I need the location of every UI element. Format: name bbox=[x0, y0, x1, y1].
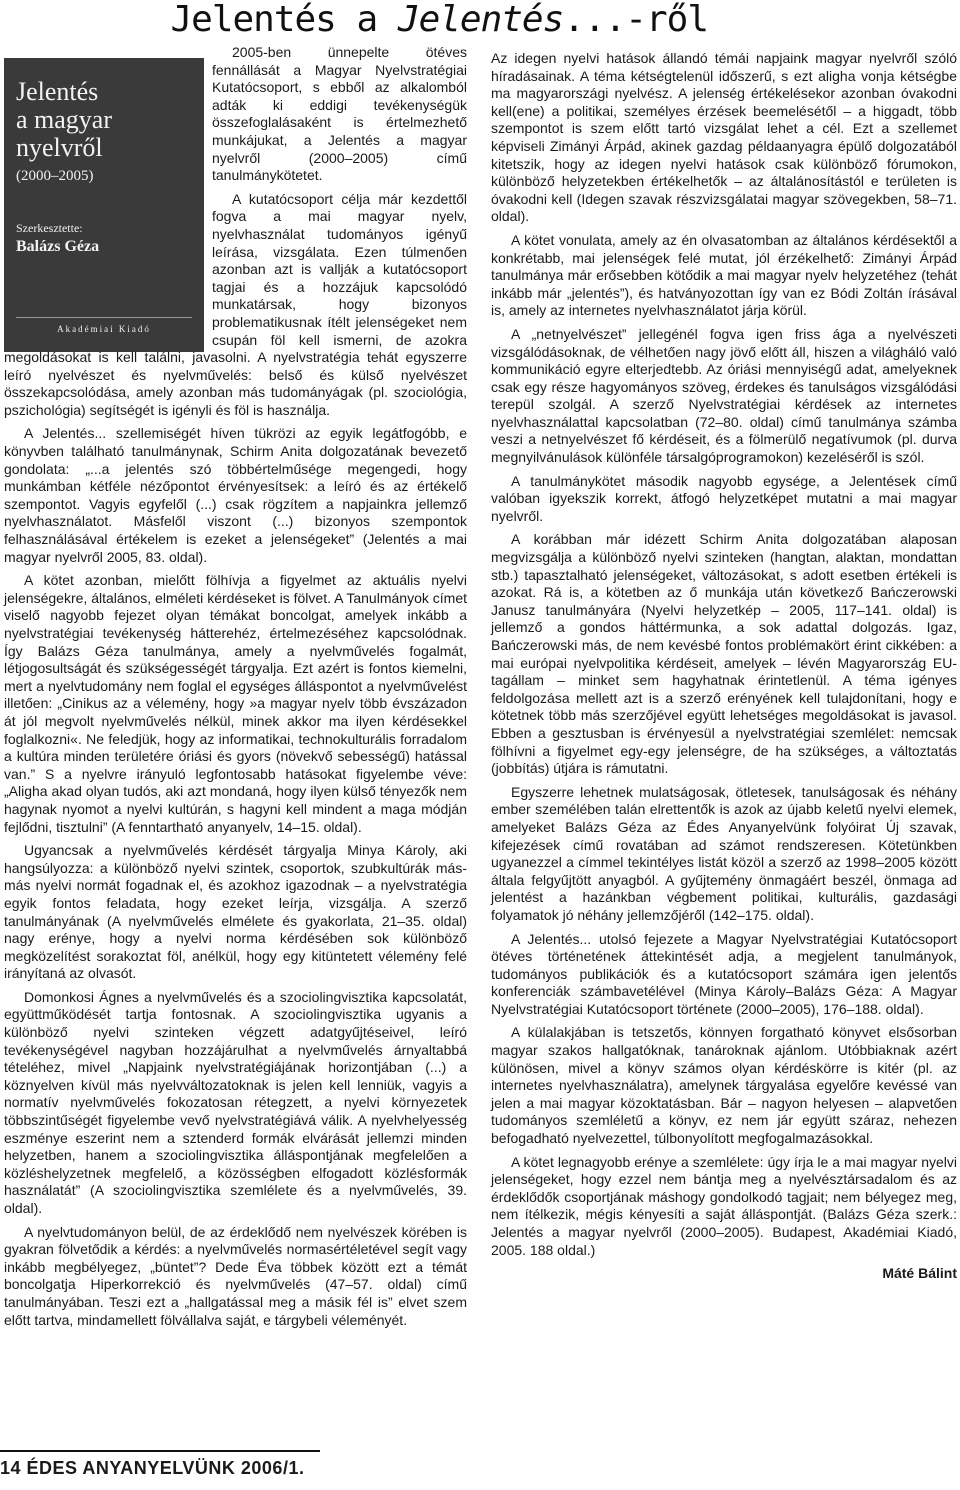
right-paragraph-2: A kötet vonulata, amely az én olvasatomban az általános kérdésektől a konkrétabb, mai jelenségek felé mutat, jól érzékelhető: Zimányi Árpád tanulmánya már erősebben kötődik a mai magyar nyelv helyzetéhez (tehát inkább már „jelentés”), és hatványozottan így van ez Bódi Zoltán írásával is, amely az internetes nyelvhasználatot járja körül. bbox=[491, 231, 957, 319]
right-paragraph-4: A tanulmánykötet második nagyobb egysége, a Jelentések című valóban igyekszik korrekt, átfogó helyzetképet mutatni a mai magyar nyelvről. bbox=[491, 472, 957, 524]
right-paragraph-7: A Jelentés... utolsó fejezete a Magyar Nyelvstratégiai Kutatócsoport ötéves történetének áttekintését adja, a megjelent tanulmányok, tudományos publikációk és a kutatócsoport számára igen jelentős konferenciák számbavetélével (Minya Károly–Balázs Géza: A Magyar Nyelvstratégiai Kutatócsoport története (2000–2005), 176–188. oldal). bbox=[491, 930, 957, 1017]
right-paragraph-8: A külalakjában is tetszetős, könnyen forgatható könyvet elsősorban magyar szakos hallgatóknak, tanároknak ajánlom. Utóbbiaknak azért különösen, mivel a könyv számos olyan kérdéskörre is kitér (pl. az internetes nyelvhasználatra), amelynek tárgyalása egyelőre kevéssé van jelen a mai magyar közoktatásban. Bár – nagyon helyesen – alapvetően tudományos szemléletű a könyv, ez nem jár együtt száraz, nehezen befogadható nyelvezettel, túlbonyolított megfogalmazásokkal. bbox=[491, 1024, 957, 1147]
left-paragraph-2: A kutatócsoport célja már kezdettől fogva a mai magyar nyelv, nyelvhasználat tudományos igényű leírása, vizsgálata. Ezen túlmenően azonban azt is vallják a kutatócsoport tagjai és a hozzájuk kapcsolódó munkatársak, hogy bizonyos problematikusnak ítélt jelenségeket nem csupán föl kell ismerni, de azokra megoldásokat is kell találni, javasolni. A nyelvstratégia tehát egyszerre leíró nyelvészet és nyelvművelés: belső és külső nyelvészet összekapcsolódása, amely azonban más tudományágak (pl. szociológia, pszichológia) segítségét is igényli és föl is használja. bbox=[4, 190, 467, 418]
title-part-2: Jelentés bbox=[397, 0, 564, 40]
right-paragraph-1: Az idegen nyelvi hatások állandó témái napjaink magyar nyelvről szóló híradásainak. A téma kétségtelenül időszerű, s ezt aligha vonja kétségbe ma magyarországi nyelvész. A jelenség értékelésekor azonban óvakodni kell(ene) a politikai, személyes érzések beemelésétől – a higgadt, több szempontot is szem előtt tartó vizsgálat lehet a cél. Ezt a szellemet képviseli Zimányi Árpád, akinek gazdag példaanyagra épülő dolgozatából kitetszik, hogy az idegen nyelvi hatások csak különböző fórumokon, különböző helyzetekben értékelhetők – az általánosítástól e területen is óvakodni kell (Idegen szavak részvizsgálatai magyar szövegekben, 58–71. oldal). bbox=[491, 50, 957, 225]
cover-title-line2: a magyar nyelvről bbox=[16, 105, 113, 162]
cover-title-line1: Jelentés bbox=[16, 77, 99, 106]
right-paragraph-9: A kötet legnagyobb erénye a szemlélete: úgy írja le a mai magyar nyelvi jelenségeket, hogy ezzel nem bántja meg a nyelvésztársadalom és az érdeklődők csoportjának máshogy gondolkodó tagjait; nem bélyegez meg, nem ítélkezik, mégis kényesíti a saját álláspontját. (Balázs Géza szerk.: Jelentés a magyar nyelvről (2000–2005). Budapest, Akadémiai Kiadó, 2005. 188 oldal.) bbox=[491, 1153, 957, 1258]
cover-editor-label: Szerkesztette: bbox=[16, 221, 83, 235]
right-paragraph-3: A „netnyelvészet” jellegénél fogva igen friss ága a nyelvészeti vizsgálódásoknak, de vélhetően nagy jövő előtt áll, hiszen a világháló való kommunikáció egyre elterjedtebb. Az óriási mennyiségű adat, amelyeknek csak egy része hagyományos szöveg, érdekes és tanulságos vizsgálódási terepül szolgál. A szerző Nyelvstratégiai kérdések az internetes nyelvhasználattal kapcsolatban (72–80. oldal) című tanulmánya számba veszi a netnyelvészet fő kérdéseit, és a fölmerülő negatívumok (pl. durva megnyilvánulások különféle társalgóprogramokon) kezeléséről is szól. bbox=[491, 325, 957, 466]
page-title bbox=[0, 0, 960, 44]
cover-publisher: Akadémiai Kiadó bbox=[57, 324, 151, 334]
left-paragraph-3: A Jelentés... szellemiségét híven tükrözi az egyik legátfogóbb, e könyvben található tanulmánynak, Schirm Anita dolgozatának bevezető gondolata: „...a jelentés szó többértelműsége megengedi, hogy munkámban kétféle nézőpontot érvényesítsek: a leíró és az értékelő szempontot. Vagyis egyfelől (...) csak rögzítem a napjainkra jellemző nyelvhasználatot. Másfelől viszont (...) bizonyos szempontok felhasználásával értékelem is ezeket a jelenségeket” (Jelentés a mai magyar nyelvről 2005, 83. oldal). bbox=[4, 425, 467, 565]
left-paragraph-6: Domonkosi Ágnes a nyelvművelés és a szociolingvisztika kapcsolatát, együttműködését tartja fontosnak. A szociolingvisztika ugyanis a különböző nyelvi szinteken végzett adatgyűjtéseivel, leíró tevékenységével nagyban hozzájárulhat a nyelvművelés árnyaltabbá tételéhez, mivel „Napjaink nyelvstratégiájának horizontjában (...) a köznyelven kívül más nyelvváltozatoknak is jelen kell lenniük, vagyis a normatív nyelvművelés fokozatosan rétegzett, a nyelvi környezetek többszintűségét figyelembe vevő nyelvstratégiává válik. A nyelvhelyesség eszménye eszerint nem a sztenderd formák elvárását jellemzi minden helyzetben, hanem a szociolingvisztika álláspontjának megfelelően a közléshelyzetnek megfelelő, a közösségben elfogadott közlésformák használatát” (A szociolingvisztika szemlélete és a nyelvművelés, 39. oldal). bbox=[4, 988, 467, 1216]
page-footer: 14 ÉDES ANYANYELVÜNK 2006/1. bbox=[0, 1450, 320, 1479]
right-column bbox=[491, 50, 957, 1283]
title-part-3: ...-ről bbox=[563, 0, 708, 40]
left-paragraph-1: 2005-ben ünnepelte ötéves fennállását a Magyar Nyelvstratégiai Kutatócsoport, s ebből az alkalomból adták ki eddigi tevékenységük összefoglalásaként is értelmezhető munkájukat, a Jelentés a magyar nyelvről (2000–2005) című tanulmánykötetet. bbox=[212, 44, 467, 184]
cover-editor-name: Balázs Géza bbox=[16, 238, 100, 255]
right-paragraph-6: Egyszerre lehetnek mulatságosak, ötletesek, tanulságosak és néhány ember személében talán elrettentők is azok az újabb keletű nyelvi elemek, amelyeket Balázs Géza az Édes Anyanyelvünk folyóirat Új szavak, kifejezések című rovatában ad számot rendszeresen. Kötetünkben ugyanezzel a címmel tekintélyes listát közöl a szerző az 1998–2005 között általa felgyűjtött anyagból. A gyűjtemény önmagáért beszél, önmaga ad jelentést a hazánkban végbement politikai, kulturális, gazdasági folyamatok jó néhány jellemzőjéről (142–175. oldal). bbox=[491, 783, 957, 923]
left-paragraph-4: A kötet azonban, mielőtt fölhívja a figyelmet az aktuális nyelvi jelenségekre, általános, elméleti kérdéseket is fölvet. A Tanulmányok címet viselő nagyobb fejezet olyan témákat boncolgat, amelyek inkább a nyelvstratégiai tevékenység hátterehéz, értelmezéséhez kapcsolódnak. Így Balázs Géza tanulmánya, amely a nyelvművelés fogalmát, létjogosultságát és szükségességét tárgyalja. Ezt azért is fontos kiemelni, mert a nyelvtudomány nem foglal el egységes álláspontot a nyelvművelést illetően: „Cinikus az a vélemény, hogy »a magyar nyelv több évszázadon át jól megvolt nyelvművelés nélkül, minek akkor ma ilyen kérdésekkel foglalkozni«. Ne feledjük, hogy az informatikai, technokulturális forradalom a kultúra minden területére óriási és gyors (növekvő sebességű) hatással van.” S a nyelvre irányuló legfontosabb hatásokat figyelembe véve: „Aligha akad olyan tudós, aki azt mondaná, hogy ilyen külső tényezők nem hagynak nyomot a nyelvi kultúrán, s hagyni kell mindent a maga módján fejlődni, tisztulni” (A fenntartható anyanyelv, 14–15. oldal). bbox=[4, 572, 467, 835]
cover-years: (2000–2005) bbox=[16, 168, 94, 184]
right-paragraph-5: A korábban már idézett Schirm Anita dolgozatában alaposan megvizsgálja a különböző nyelvi szinteken (hangtan, alaktan, mondattan stb.) tapasztalható jelenségeket, változásokat, s adott esetben értékeli is azokat. Rá is, a kötetben az ő munkája után következő Bańczerowski Janusz tanulmányára (Nyelvi helyzetkép – 2005, 117–141. oldal) is jellemző a gondos háttérmunka, a sok adattal dolgozás. Igaz, Bańczerowski más, de nem kevésbé fontos problémakört érint cikkében: a mai európai nyelvpolitika kérdéseit, amelyek – lévén Magyarország EU-tagállam – minket sem hagyhatnak érintetlenül. A téma igényes feldolgozása mellett azt is a szerző erényének kell tulajdonítani, hogy e kötetnek több más szerzőjével együtt lehetséges megoldásokat is javasol. Ebben a gesztusban is érvényesül a nyelvstratégiai szemlélet: nemcsak fölhívni a figyelmet egy-egy jelenségre, de ha szükséges, a változtatás (jobbítás) útjára is rámutatni. bbox=[491, 531, 957, 777]
left-paragraph-7: A nyelvtudományon belül, de az érdeklődő nem nyelvészek körében is gyakran fölvetődik a kérdés: a nyelvművelés normasértéletével segít vagy inkább megbélyegez, „büntet”? Dede Éva többek között ezt a témát boncolgatja Hiperkorrekció és nyelvművelés (47–57. oldal) című tanulmányában. Teszi ezt a „hallgatással meg a másik fél is” elvet szem előtt tartva, mindamellett fölvállalva saját, e tárgybeli véleményét. bbox=[4, 1223, 467, 1328]
title-part-1: Jelentés a bbox=[170, 0, 398, 40]
left-paragraph-5: Ugyancsak a nyelvművelés kérdését tárgyalja Minya Károly, aki hangsúlyozza: a különböző nyelvi szintek, csoportok, szubkultúrák más-más nyelvi normát fogadnak el, és azokhoz igazodnak – a nyelvstratégia egyik fontos feladata, hogy ezeket leírja, vizsgálja. A szerző tanulmányának (A nyelvművelés elmélete és gyakorlata, 21–35. oldal) nagy erénye, hogy a nyelvi norma kérdésében sok különböző megközelítést sorakoztat föl, anélkül, hogy egy kitüntetett vélemény felé irányítaná az olvasót. bbox=[4, 842, 467, 982]
author-signature: Máté Bálint bbox=[882, 1265, 957, 1282]
left-column bbox=[4, 44, 467, 1329]
